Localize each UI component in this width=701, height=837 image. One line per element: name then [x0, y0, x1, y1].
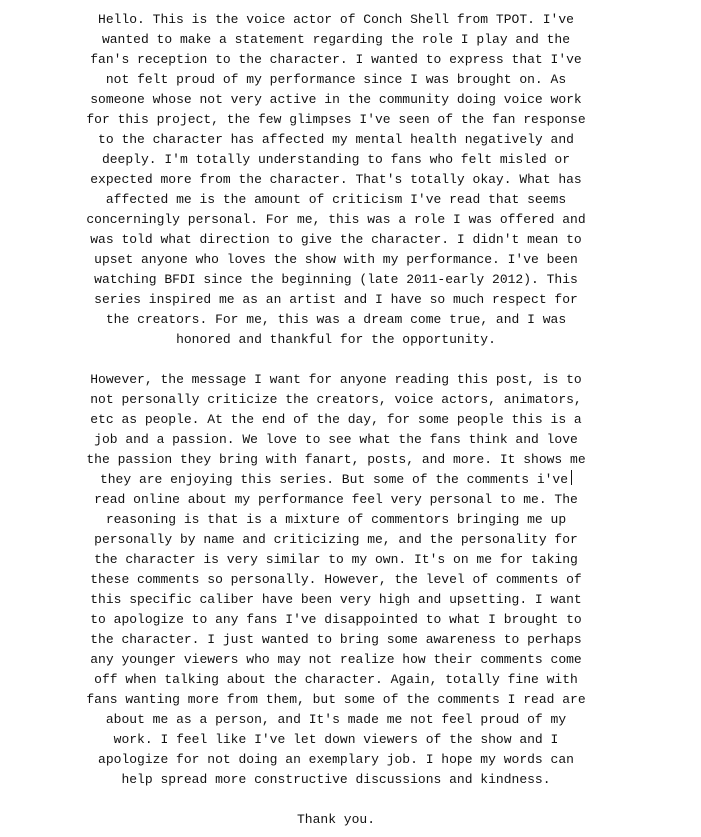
text-line: someone whose not very active in the community doing voice work — [90, 92, 582, 107]
text-line: about me as a person, and It's made me not feel proud of my — [105, 712, 567, 727]
text-line: not felt proud of my performance since I was brought on. As — [105, 72, 567, 87]
text-line: upset anyone who loves the show with my performance. I've been — [94, 252, 578, 267]
text-line: work. I feel like I've let down viewers of the show and I — [113, 732, 559, 747]
text-line: fan's reception to the character. I wanted to express that I've — [90, 52, 582, 67]
text-line: the character is very similar to my own. It's on me for taking — [94, 552, 578, 567]
text-line: this specific caliber have been very high and upsetting. I want — [90, 592, 582, 607]
text-cursor — [571, 470, 572, 485]
paragraph-spacer — [0, 350, 672, 370]
text-line: etc as people. At the end of the day, for some people this is a — [90, 412, 582, 427]
text-line: the creators. For me, this was a dream come true, and I was — [105, 312, 567, 327]
statement-document — [0, 10, 672, 830]
text-line: series inspired me as an artist and I have so much respect for — [94, 292, 578, 307]
text-line: not personally criticize the creators, voice actors, animators, — [90, 392, 582, 407]
closing-line: Thank you. — [296, 812, 375, 827]
text-line: help spread more constructive discussions and kindness. — [121, 772, 551, 787]
text-line: for this project, the few glimpses I've seen of the fan response — [86, 112, 586, 127]
text-line: honored and thankful for the opportunity. — [176, 332, 496, 347]
paragraph-spacer — [0, 790, 672, 810]
text-line: affected me is the amount of criticism I've read that seems — [105, 192, 567, 207]
paragraph-intro — [0, 10, 672, 350]
text-line: concerningly personal. For me, this was a role I was offered and — [86, 212, 586, 227]
text-line: Hello. This is the voice actor of Conch Shell from TPOT. I've — [98, 12, 574, 27]
text-line: expected more from the character. That's totally okay. What has — [90, 172, 582, 187]
text-line: personally by name and criticizing me, and the personality for — [94, 532, 578, 547]
text-line: However, the message I want for anyone reading this post, is to — [90, 372, 582, 387]
text-line: apologize for not doing an exemplary job. I hope my words can — [98, 752, 574, 767]
text-line: wanted to make a statement regarding the role I play and the — [101, 32, 571, 47]
text-line: the passion they bring with fanart, posts, and more. It shows me — [86, 452, 586, 467]
text-line: off when talking about the character. Again, totally fine with — [94, 672, 578, 687]
text-line-with-cursor[interactable] — [0, 470, 672, 490]
text-line-content: they are enjoying this series. But some of the comments i've — [99, 472, 569, 487]
text-line: deeply. I'm totally understanding to fans who felt misled or — [101, 152, 571, 167]
text-line: fans wanting more from them, but some of the comments I read are — [86, 692, 586, 707]
text-line: job and a passion. We love to see what the fans think and love — [94, 432, 578, 447]
text-line: these comments so personally. However, the level of comments of — [90, 572, 582, 587]
text-line: any younger viewers who may not realize how their comments come — [90, 652, 582, 667]
text-line: to apologize to any fans I've disappointed to what I brought to — [90, 612, 582, 627]
text-line: the character. I just wanted to bring some awareness to perhaps — [90, 632, 582, 647]
paragraph-message — [0, 370, 672, 790]
text-line: watching BFDI since the beginning (late 2011-early 2012). This — [94, 272, 578, 287]
paragraph-signoff — [0, 810, 672, 830]
text-line: read online about my performance feel very personal to me. The — [94, 492, 578, 507]
text-line: was told what direction to give the character. I didn't mean to — [90, 232, 582, 247]
text-line: to the character has affected my mental health negatively and — [98, 132, 574, 147]
text-line: reasoning is that is a mixture of commentors bringing me up — [105, 512, 567, 527]
